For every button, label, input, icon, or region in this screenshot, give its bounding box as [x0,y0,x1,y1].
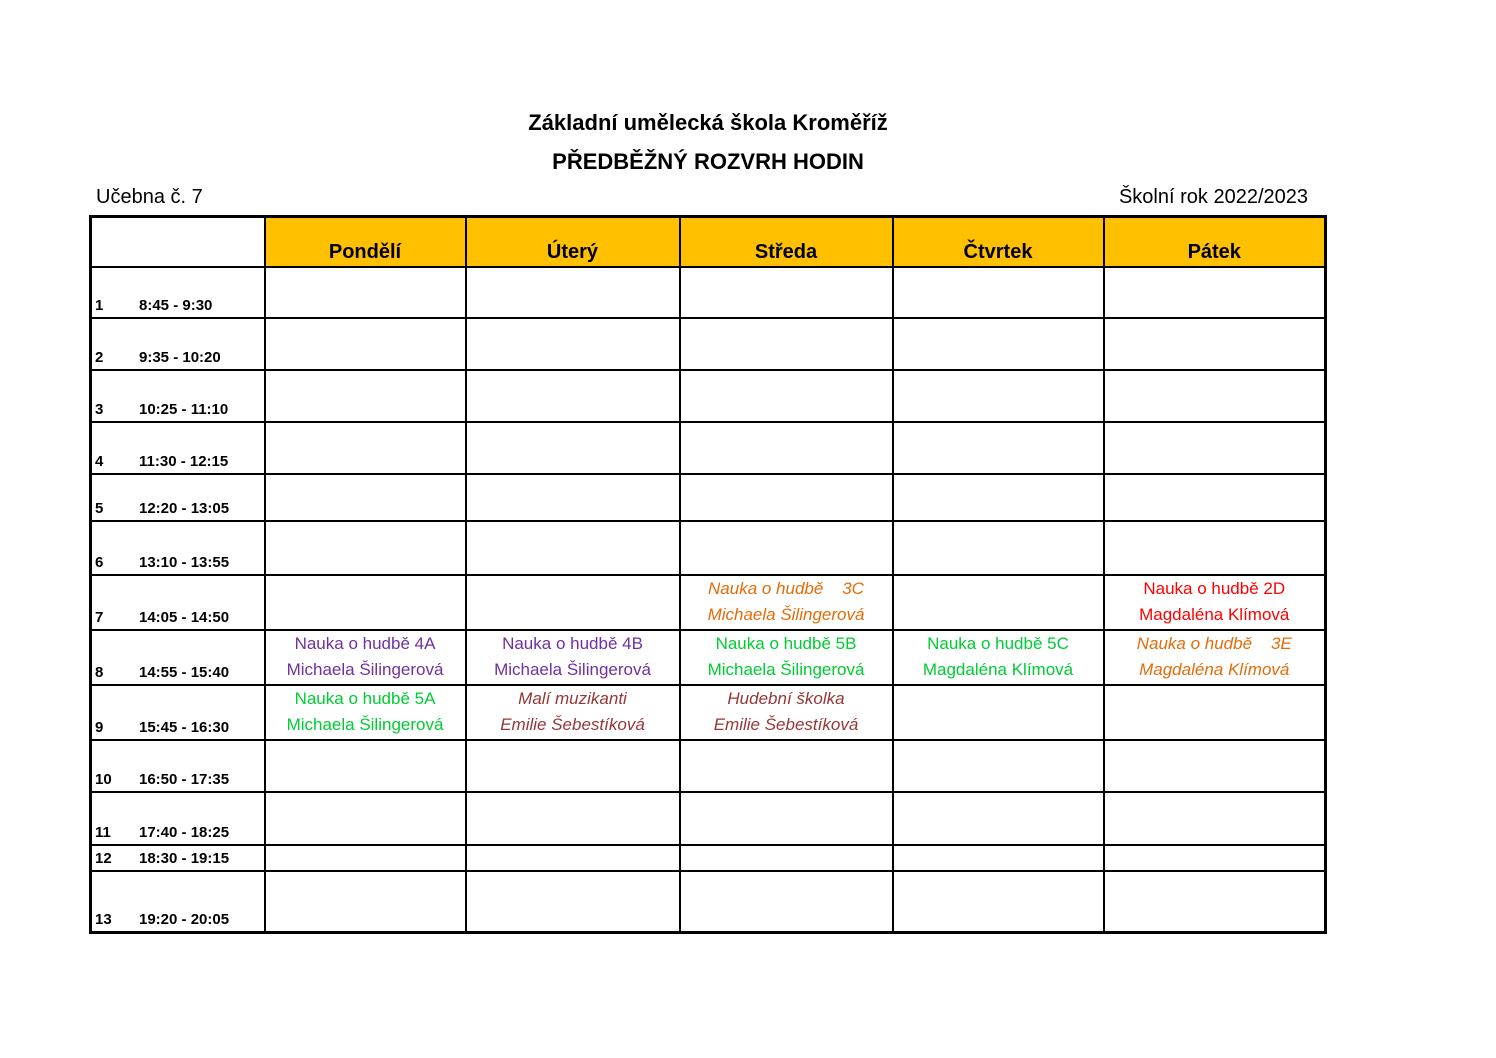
lesson-entry [467,631,679,683]
cell-pondeli [265,521,466,575]
school-title: Základní umělecká škola Kroměříž [528,110,888,135]
period-row-13 [91,871,1326,933]
period-number: 9 [95,718,104,736]
cell-streda [680,474,893,521]
cell-streda [680,521,893,575]
cell-utery [466,740,680,792]
cell-streda [680,318,893,370]
period-range: 15:45 - 16:30 [139,718,230,736]
lesson-subject: Nauka o hudbě 4A [294,633,436,653]
lesson-teacher: Michaela Šilingerová [707,604,865,624]
period-number: 1 [95,296,104,314]
lesson-teacher: Emilie Šebestíková [713,714,859,734]
cell-utery [466,871,680,933]
cell-pondeli [265,792,466,845]
cell-patek [1104,318,1326,370]
cell-ctvrtek [893,422,1104,474]
cell-streda [680,575,893,630]
period-number: 4 [95,452,104,470]
timetable [89,215,1327,934]
lesson-subject: Nauka o hudbě 5A [294,688,436,708]
period-time [91,474,265,521]
cell-pondeli [265,845,466,871]
period-range: 13:10 - 13:55 [139,553,230,571]
cell-pondeli [265,685,466,740]
lesson-teacher: Magdaléna Klímová [1139,659,1290,679]
cell-ctvrtek [893,521,1104,575]
cell-patek [1104,521,1326,575]
corner-cell [91,217,265,267]
period-time [91,370,265,422]
cell-pondeli [265,871,466,933]
header-row [91,217,1326,267]
cell-utery [466,845,680,871]
cell-patek [1104,740,1326,792]
cell-streda [680,740,893,792]
period-range: 11:30 - 12:15 [139,452,229,470]
cell-pondeli [265,318,466,370]
lesson-subject: Nauka o hudbě 4B [502,633,643,653]
day-header-patek: Pátek [1104,217,1326,267]
cell-ctvrtek [893,740,1104,792]
cell-pondeli [265,630,466,685]
period-time [91,630,265,685]
period-time [91,521,265,575]
period-number: 5 [95,499,104,517]
lesson-teacher: Magdaléna Klímová [922,659,1074,679]
period-row-3 [91,370,1326,422]
period-row-7 [91,575,1326,630]
cell-patek [1104,422,1326,474]
cell-patek [1104,685,1326,740]
lesson-teacher: Emilie Šebestíková [500,714,645,734]
period-time [91,845,265,871]
period-number: 3 [95,400,104,418]
lesson-entry [681,576,892,628]
period-range: 12:20 - 13:05 [139,499,230,517]
day-header-streda: Středa [680,217,893,267]
period-time [91,267,265,318]
lesson-teacher: Michaela Šilingerová [286,659,444,679]
cell-streda [680,845,893,871]
cell-patek [1104,845,1326,871]
cell-streda [680,685,893,740]
cell-pondeli [265,575,466,630]
cell-patek [1104,575,1326,630]
cell-ctvrtek [893,267,1104,318]
period-number: 6 [95,553,104,571]
day-header-pondeli: Pondělí [265,217,466,267]
period-number: 2 [95,348,104,366]
cell-utery [466,575,680,630]
cell-utery [466,630,680,685]
cell-patek [1104,267,1326,318]
period-row-2 [91,318,1326,370]
lesson-entry [1105,631,1325,683]
period-row-6 [91,521,1326,575]
lesson-entry [266,686,465,738]
period-range: 14:55 - 15:40 [139,663,230,681]
cell-ctvrtek [893,845,1104,871]
day-header-utery: Úterý [466,217,680,267]
period-number: 10 [95,770,112,788]
cell-ctvrtek [893,575,1104,630]
period-row-12 [91,845,1326,871]
cell-ctvrtek [893,685,1104,740]
lesson-subject: Nauka o hudbě 5C [927,633,1069,653]
period-range: 17:40 - 18:25 [139,823,230,841]
cell-pondeli [265,740,466,792]
cell-pondeli [265,267,466,318]
cell-ctvrtek [893,370,1104,422]
period-time [91,318,265,370]
cell-patek [1104,630,1326,685]
lesson-entry [894,631,1103,683]
period-row-11 [91,792,1326,845]
period-range: 16:50 - 17:35 [139,770,230,788]
lesson-teacher: Michaela Šilingerová [707,659,865,679]
cell-utery [466,474,680,521]
school-year-label: Školní rok 2022/2023 [1118,186,1308,208]
period-row-1 [91,267,1326,318]
period-range: 14:05 - 14:50 [139,608,230,626]
cell-streda [680,267,893,318]
period-number: 13 [95,911,112,928]
period-time [91,792,265,845]
period-number: 8 [95,663,104,681]
cell-utery [466,521,680,575]
period-time [91,422,265,474]
cell-utery [466,370,680,422]
cell-utery [466,422,680,474]
period-range: 8:45 - 9:30 [139,296,213,314]
period-row-4 [91,422,1326,474]
cell-utery [466,318,680,370]
day-header-ctvrtek: Čtvrtek [893,217,1104,267]
lesson-subject: Nauka o hudbě 3C [708,578,864,598]
period-row-8 [91,630,1326,685]
cell-patek [1104,474,1326,521]
period-row-5 [91,474,1326,521]
cell-pondeli [265,422,466,474]
lesson-entry [681,631,892,683]
lesson-entry [681,686,892,738]
cell-ctvrtek [893,474,1104,521]
lesson-subject: Malí muzikanti [518,688,627,708]
lesson-subject: Hudební školka [727,688,845,708]
cell-streda [680,792,893,845]
period-time [91,871,265,933]
cell-ctvrtek [893,630,1104,685]
cell-ctvrtek [893,871,1104,933]
cell-ctvrtek [893,792,1104,845]
period-number: 7 [95,608,104,626]
cell-patek [1104,871,1326,933]
period-number: 11 [95,823,111,841]
period-time [91,575,265,630]
period-range: 18:30 - 19:15 [139,849,230,867]
lesson-entry [467,686,679,738]
cell-pondeli [265,370,466,422]
lesson-entry [266,631,465,683]
period-time [91,740,265,792]
cell-utery [466,685,680,740]
cell-patek [1104,792,1326,845]
lesson-subject: Nauka o hudbě 3E [1136,633,1292,653]
lesson-entry [1105,576,1325,628]
period-row-9 [91,685,1326,740]
lesson-teacher: Magdaléna Klímová [1139,604,1290,624]
cell-utery [466,792,680,845]
cell-patek [1104,370,1326,422]
lesson-subject: Nauka o hudbě 2D [1143,578,1286,598]
cell-streda [680,630,893,685]
lesson-teacher: Michaela Šilingerová [494,659,651,679]
cell-streda [680,370,893,422]
period-range: 9:35 - 10:20 [139,348,221,366]
schedule-title: PŘEDBĚŽNÝ ROZVRH HODIN [552,149,864,174]
cell-streda [680,871,893,933]
period-range: 19:20 - 20:05 [139,911,230,928]
cell-pondeli [265,474,466,521]
lesson-subject: Nauka o hudbě 5B [715,633,857,653]
cell-ctvrtek [893,318,1104,370]
cell-streda [680,422,893,474]
period-range: 10:25 - 11:10 [139,400,229,418]
period-time [91,685,265,740]
cell-utery [466,267,680,318]
period-row-10 [91,740,1326,792]
period-number: 12 [95,849,112,867]
room-label: Učebna č. 7 [96,186,203,208]
lesson-teacher: Michaela Šilingerová [286,714,444,734]
